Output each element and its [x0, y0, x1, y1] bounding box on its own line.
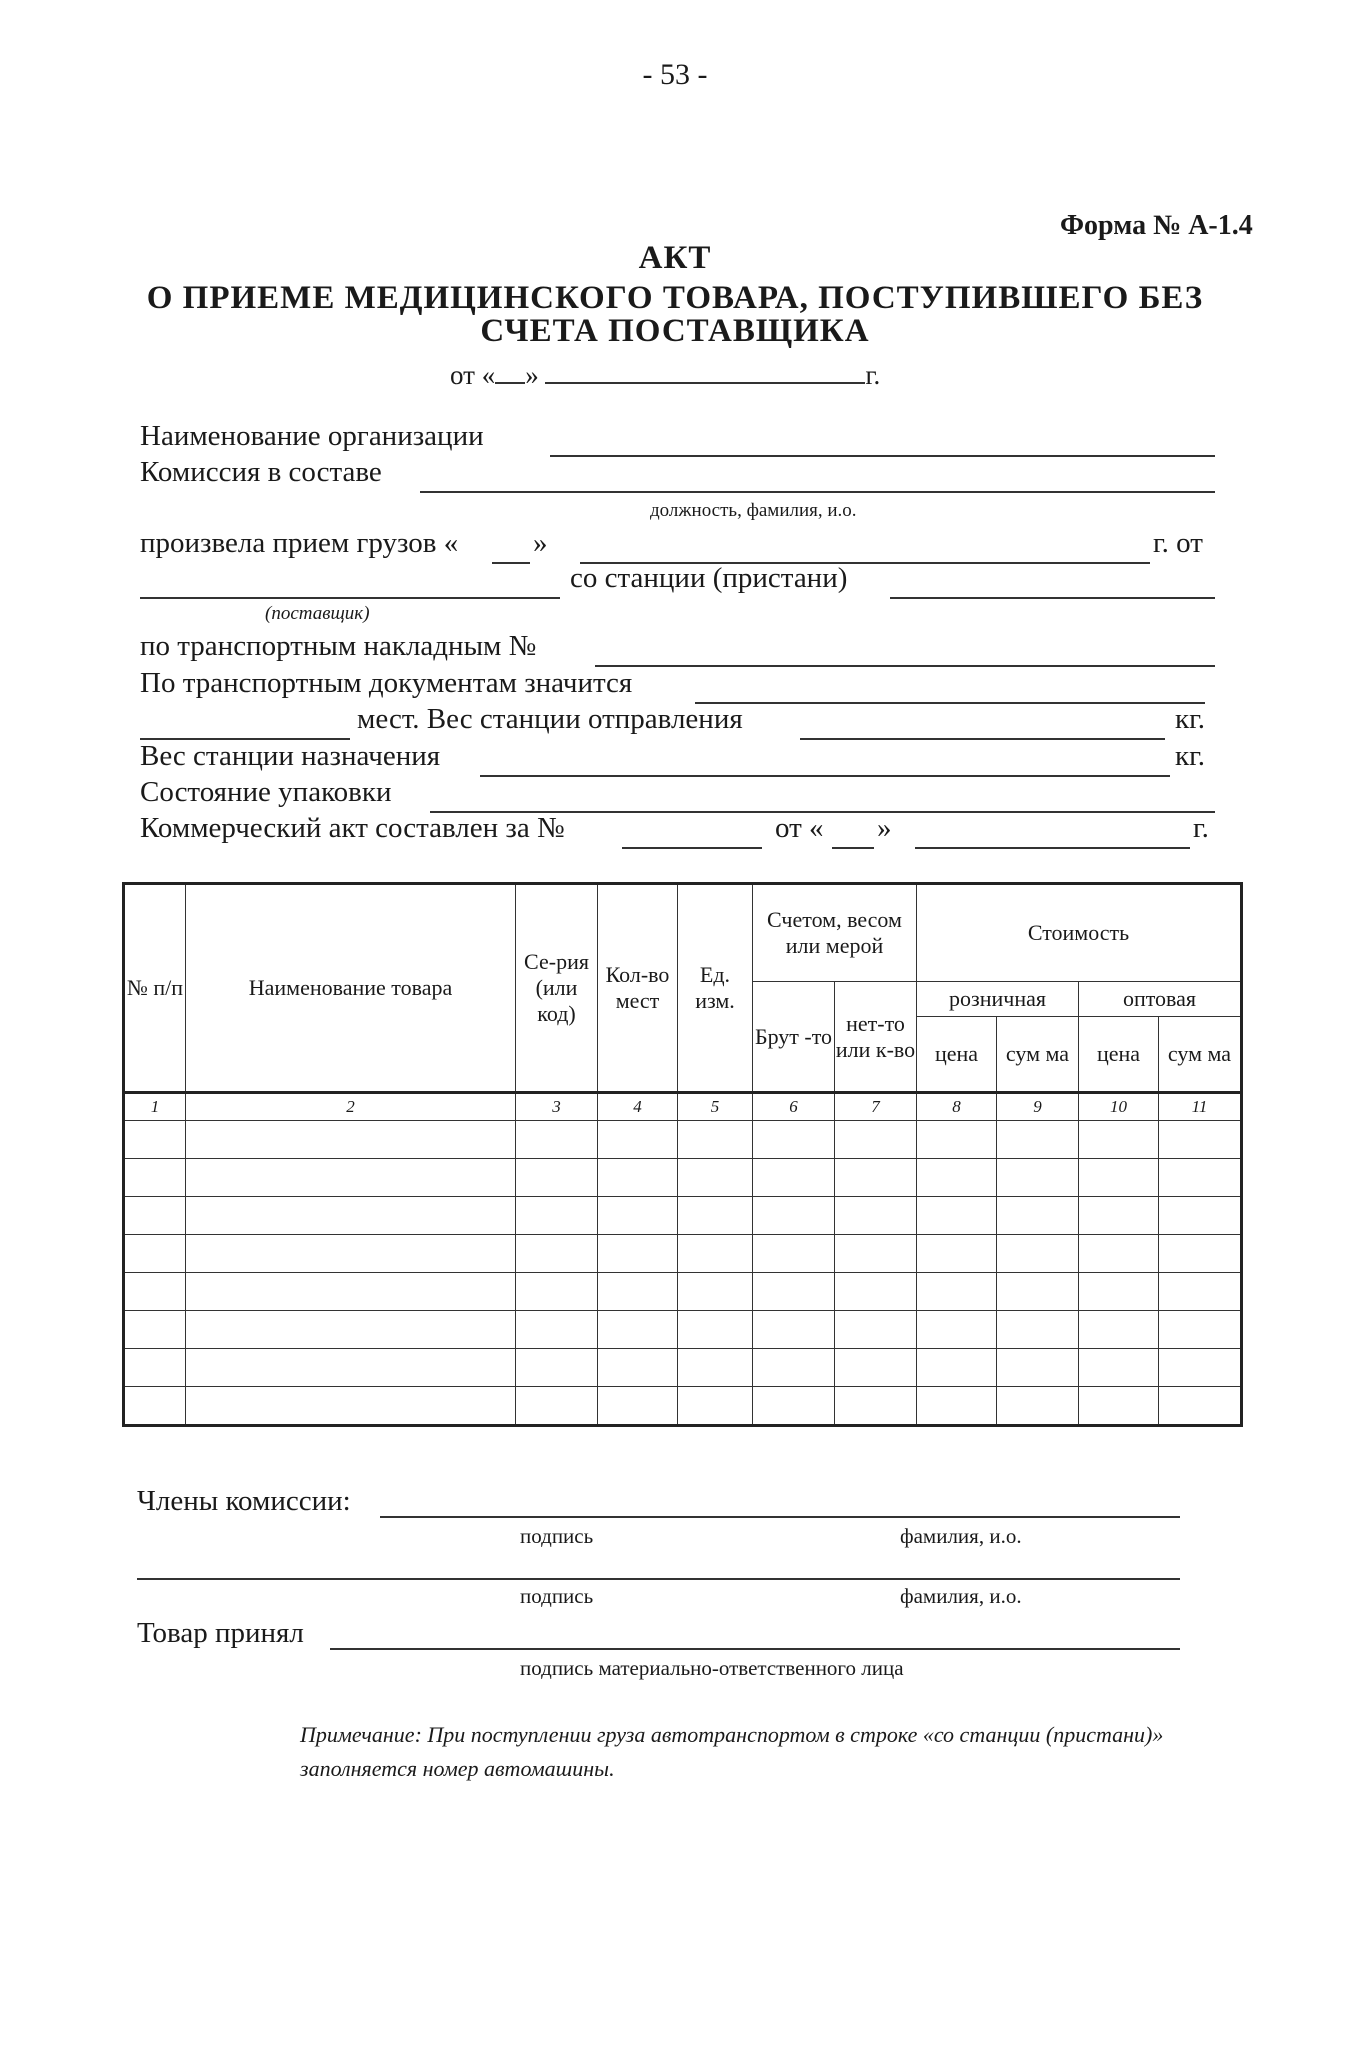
table-cell[interactable]: [917, 1235, 997, 1273]
table-cell[interactable]: [186, 1121, 516, 1159]
waybills-field[interactable]: [595, 665, 1215, 667]
cargo-suffix: г. от: [1153, 527, 1203, 559]
table-cell[interactable]: [1079, 1121, 1159, 1159]
footnote: Примечание: При поступлении груза автотранспортом в строке «со станции (пристани)» заполняется номер автомашины.: [300, 1722, 1164, 1781]
commercial-act-day-field[interactable]: [832, 847, 874, 849]
table-cell[interactable]: [678, 1159, 753, 1197]
day-field[interactable]: [495, 382, 525, 384]
table-cell[interactable]: [124, 1349, 186, 1387]
col-header-qty: Кол-во мест: [598, 884, 678, 1093]
kg-unit-1: кг.: [1175, 703, 1205, 735]
table-cell[interactable]: [598, 1311, 678, 1349]
column-number: 9: [997, 1093, 1079, 1121]
table-cell[interactable]: [598, 1159, 678, 1197]
name-hint-1: фамилия, и.о.: [900, 1524, 1022, 1548]
col-header-retail-sum: сум ма: [997, 1017, 1079, 1093]
table-cell[interactable]: [753, 1121, 835, 1159]
table-cell[interactable]: [598, 1387, 678, 1426]
table-cell[interactable]: [997, 1197, 1079, 1235]
column-number: 1: [124, 1093, 186, 1121]
packaging-label: Состояние упаковки: [140, 776, 392, 808]
column-number: 11: [1159, 1093, 1242, 1121]
table-cell[interactable]: [124, 1311, 186, 1349]
column-number: 6: [753, 1093, 835, 1121]
table-cell[interactable]: [124, 1387, 186, 1426]
table-cell[interactable]: [997, 1349, 1079, 1387]
column-number: 4: [598, 1093, 678, 1121]
commission-hint: должность, фамилия, и.о.: [650, 500, 857, 521]
document-title: АКТ: [638, 240, 712, 276]
table-cell[interactable]: [678, 1235, 753, 1273]
dest-weight-label: Вес станции назначения: [140, 740, 441, 772]
table-cell[interactable]: [1159, 1121, 1242, 1159]
date-prefix: от «: [450, 360, 496, 390]
table-row: [124, 1273, 1242, 1311]
table-cell[interactable]: [516, 1311, 598, 1349]
table-body: [124, 1121, 1242, 1426]
table-cell[interactable]: [1079, 1273, 1159, 1311]
commission-field[interactable]: [420, 491, 1215, 493]
table-cell[interactable]: [835, 1235, 917, 1273]
table-cell[interactable]: [516, 1235, 598, 1273]
table-cell[interactable]: [1159, 1197, 1242, 1235]
column-number: 7: [835, 1093, 917, 1121]
docs-listed-label: По транспортным документам значится: [140, 667, 633, 699]
col-header-count: Счетом, весом или мерой: [753, 884, 917, 982]
kg-unit-2: кг.: [1175, 740, 1205, 772]
col-header-gross: Брут -то: [753, 982, 835, 1093]
table-cell[interactable]: [1159, 1387, 1242, 1426]
table-cell[interactable]: [917, 1349, 997, 1387]
table-cell[interactable]: [678, 1121, 753, 1159]
date-suffix: г.: [865, 360, 881, 390]
commercial-act-from: от «: [775, 812, 824, 844]
table-cell[interactable]: [1079, 1159, 1159, 1197]
column-number-row: [124, 1093, 1242, 1121]
table-row: [124, 1311, 1242, 1349]
table-cell[interactable]: [124, 1121, 186, 1159]
members-field-1[interactable]: [380, 1516, 1180, 1518]
table-cell[interactable]: [598, 1349, 678, 1387]
table-cell[interactable]: [516, 1121, 598, 1159]
document-subtitle-line1: О ПРИЕМЕ МЕДИЦИНСКОГО ТОВАРА, ПОСТУПИВШЕГО БЕЗ: [146, 280, 1204, 316]
date-line: [450, 360, 880, 391]
table-row: [124, 1159, 1242, 1197]
table-cell[interactable]: [753, 1387, 835, 1426]
table-cell[interactable]: [124, 1235, 186, 1273]
column-number: 3: [516, 1093, 598, 1121]
commercial-act-label: Коммерческий акт составлен за №: [140, 812, 565, 844]
table-cell[interactable]: [598, 1121, 678, 1159]
table-cell[interactable]: [835, 1349, 917, 1387]
station-field[interactable]: [890, 597, 1215, 599]
table-row: [124, 1121, 1242, 1159]
table-cell[interactable]: [997, 1387, 1079, 1426]
col-header-retail-price: цена: [917, 1017, 997, 1093]
table-cell[interactable]: [124, 1273, 186, 1311]
table-cell[interactable]: [598, 1273, 678, 1311]
accepted-field[interactable]: [330, 1648, 1180, 1650]
col-header-num: № п/п: [124, 884, 186, 1093]
table-cell[interactable]: [917, 1121, 997, 1159]
commercial-act-date-field[interactable]: [915, 847, 1190, 849]
table-cell[interactable]: [753, 1159, 835, 1197]
commercial-act-number-field[interactable]: [622, 847, 762, 849]
org-name-label: Наименование организации: [140, 420, 484, 452]
table-cell[interactable]: [186, 1349, 516, 1387]
table-cell[interactable]: [917, 1387, 997, 1426]
col-header-cost: Стоимость: [917, 884, 1242, 982]
table-cell[interactable]: [835, 1197, 917, 1235]
table-cell[interactable]: [1079, 1235, 1159, 1273]
supplier-field[interactable]: [140, 597, 560, 599]
goods-table: [122, 882, 1243, 1427]
table-cell[interactable]: [835, 1311, 917, 1349]
commercial-act-suffix: г.: [1193, 812, 1209, 844]
table-cell[interactable]: [753, 1311, 835, 1349]
table-cell[interactable]: [1079, 1349, 1159, 1387]
col-header-wholesale-price: цена: [1079, 1017, 1159, 1093]
cargo-received-label: произвела прием грузов «: [140, 527, 459, 559]
col-header-name: Наименование товара: [186, 884, 516, 1093]
table-cell[interactable]: [753, 1273, 835, 1311]
table-cell[interactable]: [186, 1311, 516, 1349]
accepted-label: Товар принял: [137, 1617, 304, 1649]
commission-label: Комиссия в составе: [140, 456, 382, 488]
table-cell[interactable]: [516, 1197, 598, 1235]
table-row: [124, 1197, 1242, 1235]
form-number: Форма № А-1.4: [1060, 210, 1253, 241]
table-cell[interactable]: [1079, 1311, 1159, 1349]
table-cell[interactable]: [835, 1387, 917, 1426]
table-cell[interactable]: [997, 1121, 1079, 1159]
table-cell[interactable]: [124, 1159, 186, 1197]
cargo-day-field[interactable]: [492, 562, 530, 564]
table-cell[interactable]: [917, 1197, 997, 1235]
date-close: »: [525, 360, 539, 390]
members-label: Члены комиссии:: [137, 1485, 351, 1517]
col-header-net: нет-то или к-во: [835, 982, 917, 1093]
table-cell[interactable]: [1159, 1159, 1242, 1197]
table-cell[interactable]: [753, 1197, 835, 1235]
column-number: 8: [917, 1093, 997, 1121]
commercial-act-close: »: [877, 812, 892, 844]
table-cell[interactable]: [753, 1235, 835, 1273]
table-cell[interactable]: [186, 1387, 516, 1426]
table-cell[interactable]: [1159, 1235, 1242, 1273]
table-cell[interactable]: [678, 1311, 753, 1349]
table-cell[interactable]: [835, 1273, 917, 1311]
sign-hint-1: подпись: [520, 1524, 594, 1548]
table-cell[interactable]: [1159, 1311, 1242, 1349]
table-cell[interactable]: [678, 1273, 753, 1311]
column-number: 10: [1079, 1093, 1159, 1121]
table-cell[interactable]: [753, 1349, 835, 1387]
docs-listed-field[interactable]: [695, 702, 1205, 704]
col-header-wholesale-sum: сум ма: [1159, 1017, 1242, 1093]
places-weight-label: мест. Вес станции отправления: [357, 703, 743, 735]
column-number: 5: [678, 1093, 753, 1121]
table-cell[interactable]: [1159, 1349, 1242, 1387]
departure-weight-field[interactable]: [800, 738, 1165, 740]
table-cell[interactable]: [516, 1387, 598, 1426]
col-header-wholesale: оптовая: [1079, 982, 1242, 1017]
table-cell[interactable]: [598, 1235, 678, 1273]
table-cell[interactable]: [678, 1197, 753, 1235]
members-field-2[interactable]: [137, 1578, 1180, 1580]
table-cell[interactable]: [835, 1121, 917, 1159]
table-cell[interactable]: [917, 1273, 997, 1311]
supplier-hint: (поставщик): [265, 603, 370, 624]
table-cell[interactable]: [917, 1159, 997, 1197]
table-cell[interactable]: [678, 1349, 753, 1387]
table-cell[interactable]: [835, 1159, 917, 1197]
table-row: [124, 1349, 1242, 1387]
sign-hint-2: подпись: [520, 1584, 594, 1608]
table-cell[interactable]: [186, 1159, 516, 1197]
page-number: - 53 -: [642, 58, 708, 91]
org-name-field[interactable]: [550, 455, 1215, 457]
table-cell[interactable]: [186, 1235, 516, 1273]
table-cell[interactable]: [598, 1197, 678, 1235]
table-cell[interactable]: [516, 1159, 598, 1197]
station-label: со станции (пристани): [570, 562, 848, 594]
col-header-retail: розничная: [917, 982, 1079, 1017]
table-cell[interactable]: [1159, 1273, 1242, 1311]
table-cell[interactable]: [997, 1311, 1079, 1349]
month-year-field[interactable]: [545, 382, 865, 384]
dest-weight-field[interactable]: [480, 775, 1170, 777]
table-cell[interactable]: [124, 1197, 186, 1235]
col-header-unit: Ед. изм.: [678, 884, 753, 1093]
cargo-close: »: [533, 527, 548, 559]
table-cell[interactable]: [917, 1311, 997, 1349]
table-cell[interactable]: [997, 1235, 1079, 1273]
table-cell[interactable]: [997, 1273, 1079, 1311]
table-cell[interactable]: [1079, 1197, 1159, 1235]
name-hint-2: фамилия, и.о.: [900, 1584, 1022, 1608]
table-row: [124, 1387, 1242, 1426]
waybills-label: по транспортным накладным №: [140, 630, 537, 662]
table-row: [124, 1235, 1242, 1273]
table-cell[interactable]: [186, 1273, 516, 1311]
table-cell[interactable]: [997, 1159, 1079, 1197]
table-cell[interactable]: [516, 1349, 598, 1387]
table-cell[interactable]: [516, 1273, 598, 1311]
column-number: 2: [186, 1093, 516, 1121]
document-subtitle-line2: СЧЕТА ПОСТАВЩИКА: [480, 313, 870, 349]
col-header-series: Се-рия (или код): [516, 884, 598, 1093]
table-cell[interactable]: [186, 1197, 516, 1235]
responsible-hint: подпись материально-ответственного лица: [520, 1656, 904, 1680]
table-cell[interactable]: [678, 1387, 753, 1426]
table-cell[interactable]: [1079, 1387, 1159, 1426]
